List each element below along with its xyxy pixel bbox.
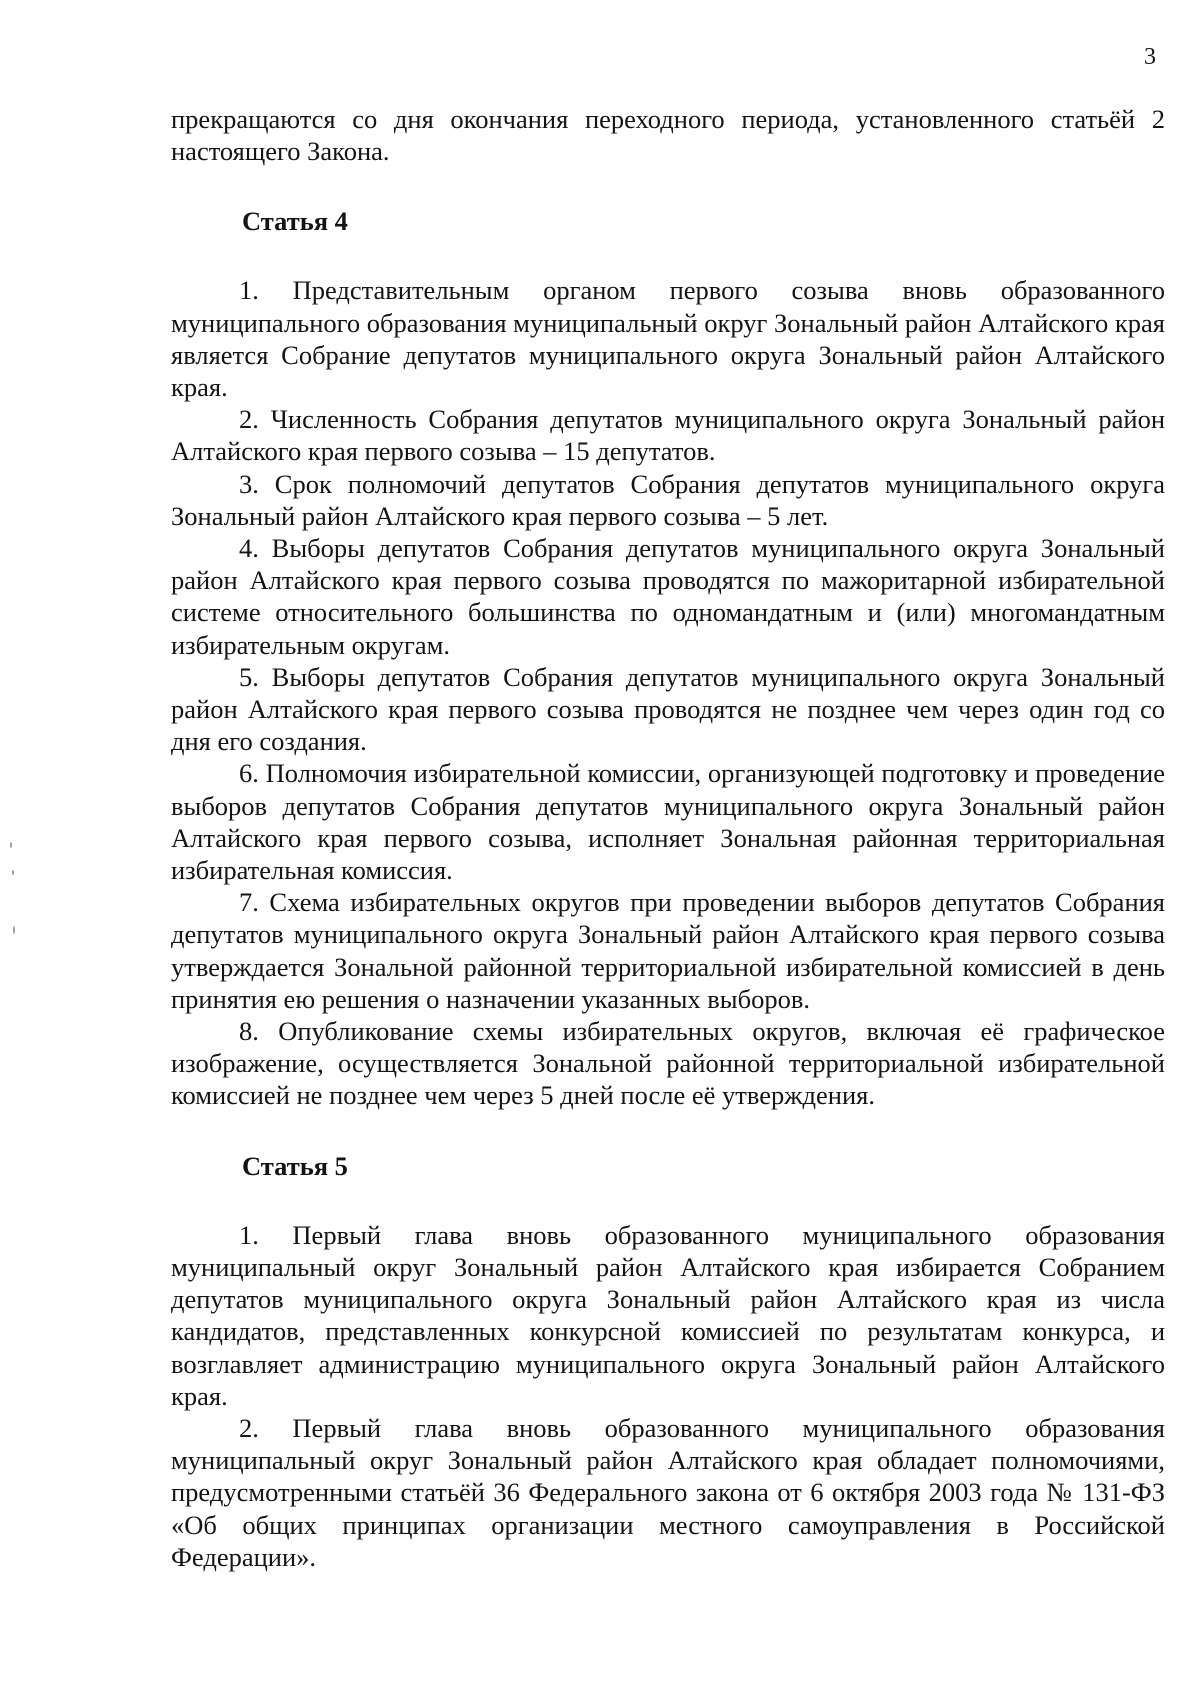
article-5-item-2: 2. Первый глава вновь образованного муниципального образования муниципальный округ Зональный район Алтайского края обладает полномочиями, предусмотренными статьёй 36 Федерального закона от 6 октября 2003 года № 131-ФЗ «Об общих принципах организации местного самоуправления в Российской Федерации». — [171, 1412, 1165, 1572]
scan-speck — [10, 842, 12, 848]
intro-paragraph: прекращаются со дня окончания переходного периода, установленного статьёй 2 настоящего Закона. — [171, 104, 1165, 167]
article-4-item-4: 4. Выборы депутатов Собрания депутатов муниципального округа Зональный район Алтайского края первого созыва проводятся по мажоритарной избирательной системе относительного большинства по одномандатным и (или) многомандатным избирательным округам. — [171, 533, 1165, 660]
article-5-heading: Статья 5 — [242, 1150, 348, 1181]
article-4-item-5: 5. Выборы депутатов Собрания депутатов муниципального округа Зональный район Алтайского края первого созыва проводятся не позднее чем через один год со дня его создания. — [171, 661, 1165, 757]
scan-speck — [12, 870, 14, 875]
page-number: 3 — [1144, 44, 1156, 70]
article-4-item-8: 8. Опубликование схемы избирательных округов, включая её графическое изображение, осуществляется Зональной районной территориальной избирательной комиссией не позднее чем через 5 дней после её утверждения. — [171, 1016, 1165, 1111]
article-4-item-2: 2. Численность Собрания депутатов муниципального округа Зональный район Алтайского края первого созыва – 15 депутатов. — [171, 404, 1165, 467]
article-5-item-1: 1. Первый глава вновь образованного муниципального образования муниципальный округ Зональный район Алтайского края избирается Собранием депутатов муниципального округа Зональный район Алтайского края из числа кандидатов, представленных конкурсной комиссией по результатам конкурса, и возглавляет администрацию муниципального округа Зональный район Алтайского края. — [171, 1219, 1165, 1411]
document-body — [171, 103, 1165, 1573]
article-4-item-1: 1. Представительным органом первого созыва вновь образованного муниципального образования муниципальный округ Зональный район Алтайского края является Собрание депутатов муниципального округа Зональный район Алтайского края. — [171, 275, 1165, 403]
article-4-item-6: 6. Полномочия избирательной комиссии, организующей подготовку и проведение выборов депутатов Собрания депутатов муниципального округа Зональный район Алтайского края первого созыва, исполняет Зональная районная территориальная избирательная комиссия. — [171, 758, 1165, 886]
article-4-item-3: 3. Срок полномочий депутатов Собрания депутатов муниципального округа Зональный район Алтайского края первого созыва – 5 лет. — [171, 468, 1165, 531]
article-4-item-7: 7. Схема избирательных округов при проведении выборов депутатов Собрания депутатов муниципального округа Зональный район Алтайского края первого созыва утверждается Зональной районной территориальной избирательной комиссией в день принятия ею решения о назначении указанных выборов. — [171, 887, 1165, 1014]
scan-speck — [13, 926, 15, 934]
article-4-heading: Статья 4 — [242, 206, 348, 237]
